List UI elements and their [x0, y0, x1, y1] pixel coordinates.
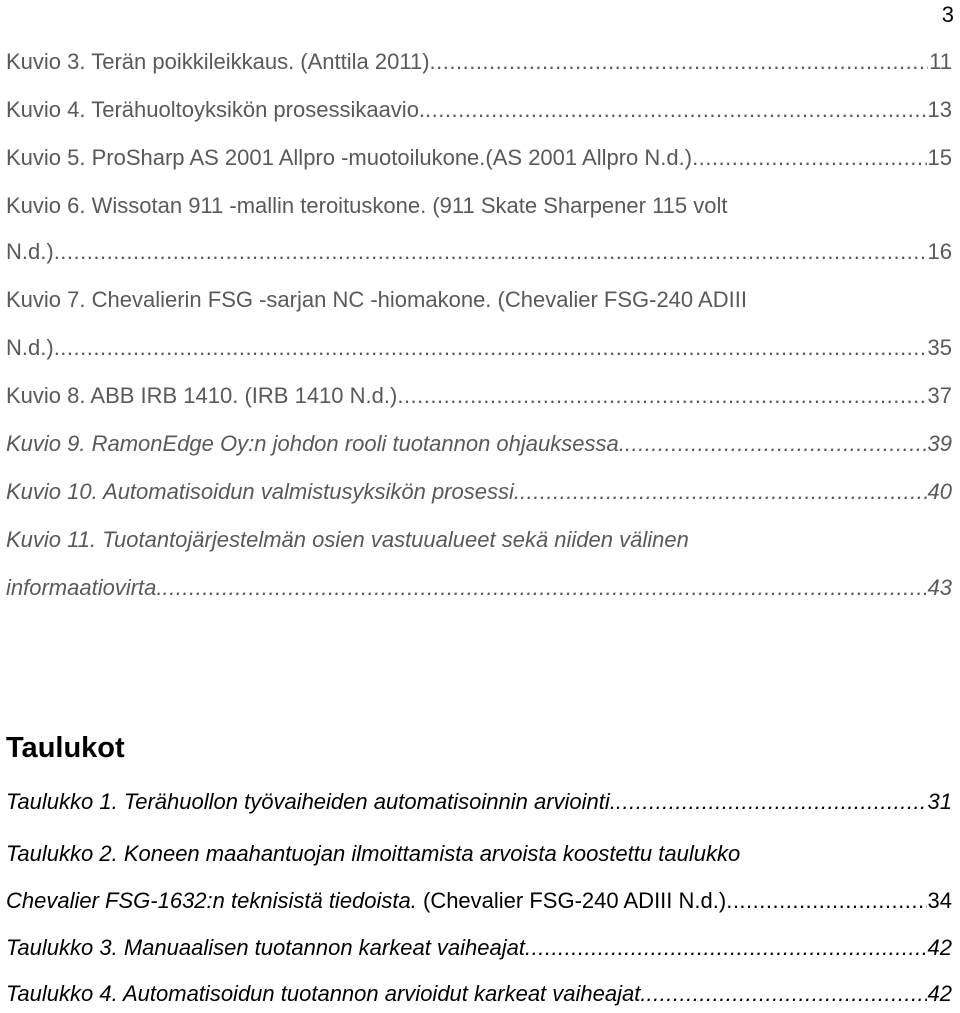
figure-entry-title: Kuvio 8. ABB IRB 1410. (IRB 1410 N.d.) [6, 383, 398, 408]
figure-entry[interactable] [6, 285, 952, 315]
figure-entry-title: Kuvio 6. Wissotan 911 -mallin teroituskone. (911 Skate Sharpener 115 volt [6, 193, 728, 218]
figure-entry-continuation[interactable] [6, 333, 952, 363]
figure-entry-continuation[interactable] [6, 573, 952, 603]
table-entry-title: Taulukko 4. Automatisoidun tuotannon arvioidut karkeat vaiheajat. [6, 981, 647, 1006]
figure-entry-title: Kuvio 4. Terähuoltoyksikön prosessikaavio. [6, 97, 426, 122]
figure-entry-page: 11 [929, 49, 952, 74]
dot-leader [54, 333, 927, 363]
table-entry-page: 42 [927, 935, 952, 960]
figure-entry-title: Kuvio 3. Terän poikkileikkaus. (Anttila 2011) [6, 49, 430, 74]
figure-entry[interactable] [6, 477, 952, 507]
dot-leader [430, 47, 929, 77]
figure-entry-continuation[interactable] [6, 237, 952, 267]
dot-leader [525, 933, 927, 963]
page-number: 3 [941, 2, 954, 27]
figure-entry[interactable] [6, 429, 952, 459]
table-entry[interactable] [6, 839, 952, 869]
dot-leader [397, 381, 926, 411]
tables-heading: Taulukot [6, 732, 125, 764]
table-entry[interactable] [6, 933, 952, 963]
table-entry-title-cont: Chevalier FSG-1632:n teknisistä tiedoista. [6, 888, 417, 913]
figure-entry-page: 39 [927, 431, 952, 456]
figure-entry-page: 43 [927, 575, 952, 600]
figure-entry-title: Kuvio 9. RamonEdge Oy:n johdon rooli tuotannon ohjauksessa. [6, 431, 625, 456]
dot-leader [692, 143, 926, 173]
figure-entry-title: Kuvio 7. Chevalierin FSG -sarjan NC -hiomakone. (Chevalier FSG-240 ADIII [6, 287, 747, 312]
figure-entry-page: 13 [927, 97, 952, 122]
table-entry-title: Taulukko 1. Terähuollon työvaiheiden automatisoinnin arviointi. [6, 789, 616, 814]
dot-leader [520, 477, 927, 507]
figure-entry-page: 16 [927, 239, 952, 264]
figure-entry-title: Kuvio 5. ProSharp AS 2001 Allpro -muotoilukone.(AS 2001 Allpro N.d.) [6, 145, 693, 170]
table-entry[interactable] [6, 979, 952, 1009]
figure-entry-title: Kuvio 11. Tuotantojärjestelmän osien vastuualueet sekä niiden välinen [6, 527, 689, 552]
dot-leader [726, 886, 926, 916]
dot-leader [163, 573, 927, 603]
figure-entry-page: 15 [927, 145, 952, 170]
figure-entry-title-cont: informaatiovirta. [6, 575, 163, 600]
dot-leader [425, 95, 926, 125]
figure-entry-page: 40 [927, 479, 952, 504]
table-entry-title: Taulukko 3. Manuaalisen tuotannon karkeat vaiheajat [6, 935, 525, 960]
table-entry-continuation[interactable] [6, 886, 952, 916]
table-entry-title: Taulukko 2. Koneen maahantuojan ilmoittamista arvoista koostettu taulukko [6, 841, 741, 866]
figure-entry-page: 37 [927, 383, 952, 408]
dot-leader [54, 237, 927, 267]
figure-entry-title-cont: N.d.) [6, 239, 54, 264]
figure-entry-title-cont: N.d.) [6, 335, 54, 360]
figure-entry[interactable] [6, 47, 952, 77]
figure-entry-page: 35 [927, 335, 952, 360]
figure-entry-title: Kuvio 10. Automatisoidun valmistusyksikön prosessi. [6, 479, 520, 504]
table-entry-source: (Chevalier FSG-240 ADIII N.d.) [416, 888, 727, 913]
table-entry-page: 34 [927, 888, 952, 913]
figure-entry[interactable] [6, 381, 952, 411]
dot-leader [616, 787, 927, 817]
table-entry-page: 31 [927, 789, 952, 814]
figure-entry[interactable] [6, 143, 952, 173]
figure-entry[interactable] [6, 525, 952, 555]
table-entry[interactable] [6, 787, 952, 817]
table-entry-page: 42 [927, 981, 952, 1006]
dot-leader [625, 429, 927, 459]
figure-entry[interactable] [6, 191, 952, 221]
dot-leader [646, 979, 926, 1009]
figure-entry[interactable] [6, 95, 952, 125]
